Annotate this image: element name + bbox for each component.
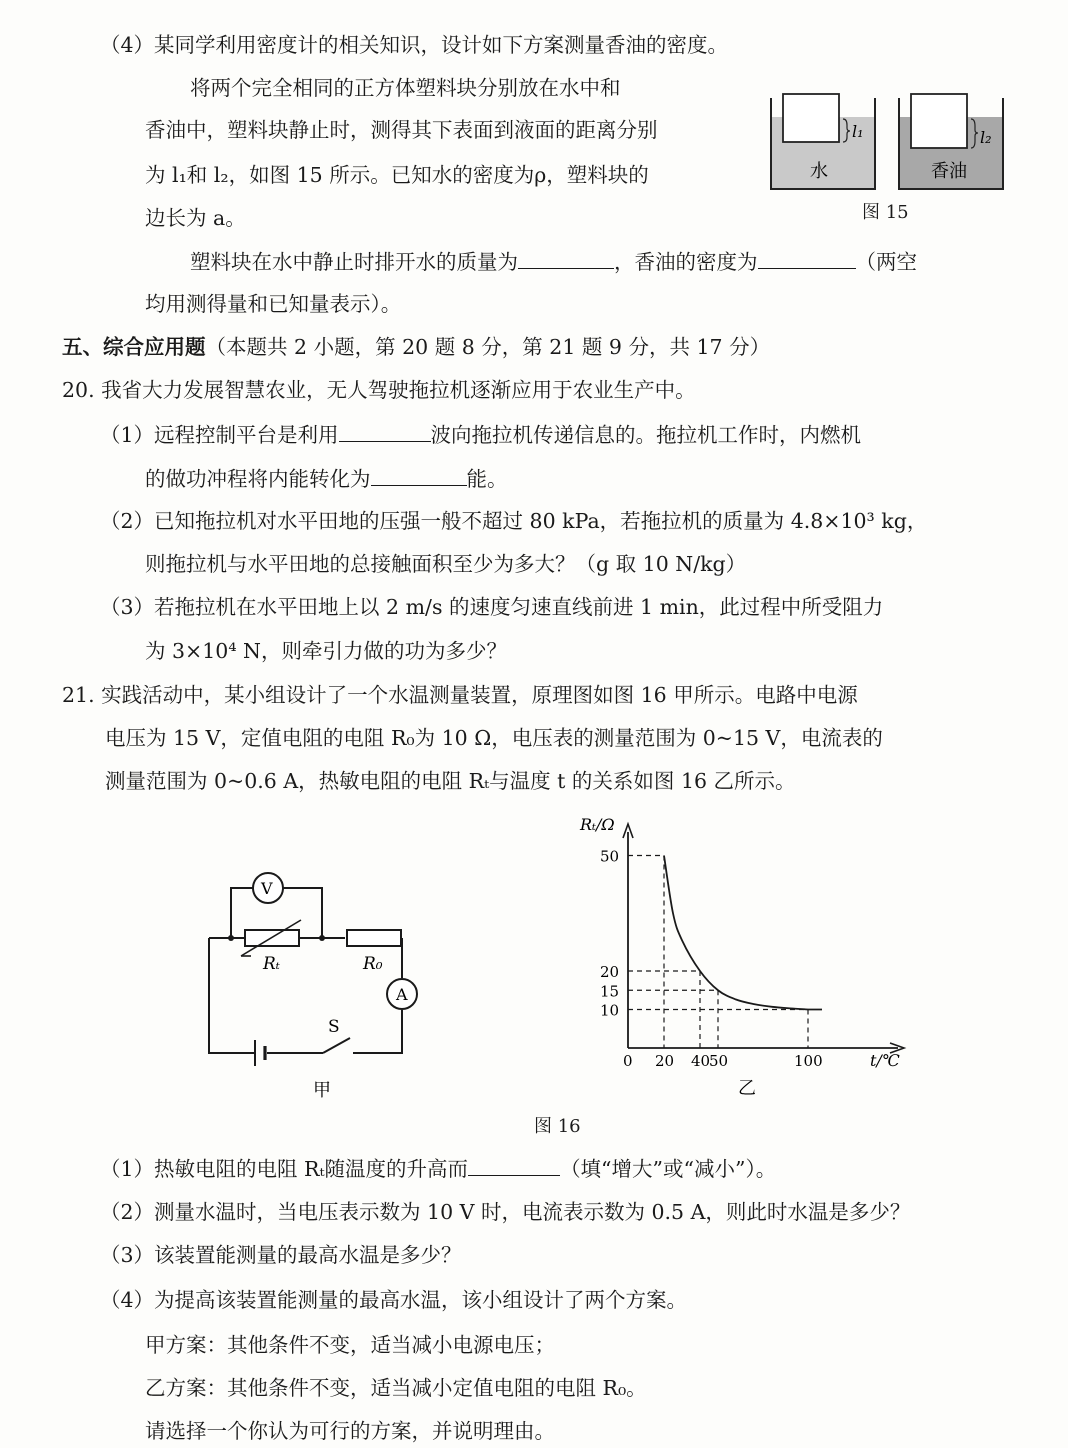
rt-label: Rₜ: [263, 954, 280, 974]
q20-p1-part4: 能。: [466, 467, 508, 491]
q19-4-line2: 将两个完全相同的正方体塑料块分别放在水中和: [190, 76, 621, 100]
water-block: [783, 94, 839, 142]
q20-p3-line2: 为 3×10⁴ N，则牵引力做的功为多少？: [145, 639, 507, 663]
figure-16-graph: [570, 808, 930, 1098]
q19-4-line1: （4）某同学利用密度计的相关知识，设计如下方案测量香油的密度。: [100, 33, 729, 57]
voltmeter-label: V: [261, 879, 273, 898]
l1-label: l₁: [852, 122, 864, 141]
oil-block: [911, 94, 967, 148]
q20-p2-line1: （2）已知拖拉机对水平田地的压强一般不超过 80 kPa，若拖拉机的质量为 4.8×10³ kg，: [100, 509, 928, 533]
y-tick-label-50: 50: [600, 847, 620, 866]
x-tick-label-40: 40: [691, 1052, 711, 1070]
q19-4-line7: 均用测得量和已知量表示）。: [145, 292, 402, 316]
q19-4-line6: [190, 246, 917, 277]
resistor-r0: [347, 930, 401, 946]
q20-stem: 20. 我省大力发展智慧农业，无人驾驶拖拉机逐渐应用于农业生产中。: [62, 378, 696, 402]
q21-p1-part2: （填“增大”或“减小”）。: [560, 1157, 777, 1181]
q20-p1-part3: 的做功冲程将内能转化为: [145, 467, 371, 491]
q21-stem-line2: 电压为 15 V，定值电阻的电阻 R₀为 10 Ω，电压表的测量范围为 0~15 V，电流表的: [105, 726, 883, 750]
q19-4-line6-part1: 塑料块在水中静止时排开水的质量为: [190, 250, 518, 274]
q21-p2: （2）测量水温时，当电压表示数为 10 V 时，电流表示数为 0.5 A，则此时水温是多少？: [100, 1200, 911, 1224]
section-5-title: 五、综合应用题: [62, 335, 206, 359]
y-tick-label-20: 20: [600, 963, 620, 981]
water-label: 水: [810, 161, 828, 182]
q19-4-line4: 为 l₁和 l₂，如图 15 所示。已知水的密度为ρ，塑料块的: [145, 163, 649, 187]
figure-16-caption: 图 16: [534, 1116, 581, 1137]
q21-choose: 请选择一个你认为可行的方案，并说明理由。: [145, 1419, 555, 1443]
x-tick-label-50: 50: [709, 1052, 729, 1070]
q20-p3-line1: （3）若拖拉机在水平田地上以 2 m/s 的速度匀速直线前进 1 min，此过程中所受阻力: [100, 595, 884, 619]
q21-p4: （4）为提高该装置能测量的最高水温，该小组设计了两个方案。: [100, 1288, 688, 1312]
figure-15-caption: 图 15: [862, 202, 909, 223]
q21-plan-a: 甲方案：其他条件不变，适当减小电源电压；: [145, 1333, 555, 1357]
answer-blank[interactable]: [758, 246, 856, 269]
ammeter-label: A: [396, 985, 408, 1004]
q21-p3: （3）该装置能测量的最高水温是多少？: [100, 1243, 462, 1267]
q19-4-line5: 边长为 a。: [145, 206, 246, 230]
x-tick-label-100: 100: [794, 1052, 823, 1070]
q19-4-line3: 香油中，塑料块静止时，测得其下表面到液面的距离分别: [145, 118, 658, 142]
rt-curve: [664, 856, 822, 1010]
q19-4-line6-part2: ，香油的密度为: [614, 250, 758, 274]
y-tick-label-10: 10: [600, 1001, 620, 1020]
section-5-note: （本题共 2 小题，第 20 题 8 分，第 21 题 9 分，共 17 分）: [205, 335, 771, 359]
q19-4-line6-part3: （两空: [855, 250, 917, 274]
y-axis-label: Rₜ/Ω: [580, 815, 615, 834]
q20-p1-part1: （1）远程控制平台是利用: [100, 423, 339, 447]
l2-label: l₂: [980, 128, 992, 147]
answer-blank[interactable]: [339, 419, 431, 442]
figure-16-circuit: [195, 860, 425, 1105]
circuit-caption: 甲: [313, 1080, 331, 1101]
q21-plan-b: 乙方案：其他条件不变，适当减小定值电阻的电阻 R₀。: [145, 1376, 647, 1400]
x-tick-label-20: 20: [655, 1052, 675, 1070]
q21-stem-line3: 测量范围为 0~0.6 A，热敏电阻的电阻 Rₜ与温度 t 的关系如图 16 乙所示。: [105, 769, 796, 793]
answer-blank[interactable]: [371, 463, 467, 486]
q21-stem-line1: 21. 实践活动中，某小组设计了一个水温测量装置，原理图如图 16 甲所示。电路中电源: [62, 683, 858, 707]
answer-blank[interactable]: [468, 1153, 560, 1176]
q21-p1: [100, 1153, 776, 1184]
figure-15: [765, 92, 1015, 197]
answer-blank[interactable]: [518, 246, 614, 269]
r0-label: R₀: [363, 954, 383, 974]
q20-p1-part2: 波向拖拉机传递信息的。拖拉机工作时，内燃机: [430, 423, 862, 447]
y-tick-label-15: 15: [600, 982, 620, 1001]
x-tick-label-0: 0: [623, 1052, 633, 1070]
switch-label: S: [328, 1017, 340, 1037]
q21-p1-part1: （1）热敏电阻的电阻 Rₜ随温度的升高而: [100, 1157, 469, 1181]
graph-caption: 乙: [738, 1078, 756, 1098]
q20-p1-line2: [145, 463, 508, 494]
oil-label: 香油: [931, 161, 967, 182]
switch: [323, 1038, 350, 1053]
x-axis-label: t/℃: [870, 1051, 900, 1070]
q20-p1-line1: [100, 419, 861, 450]
section-5-heading: [62, 332, 770, 362]
q20-p2-line2: 则拖拉机与水平田地的总接触面积至少为多大？（g 取 10 N/kg）: [145, 552, 747, 576]
